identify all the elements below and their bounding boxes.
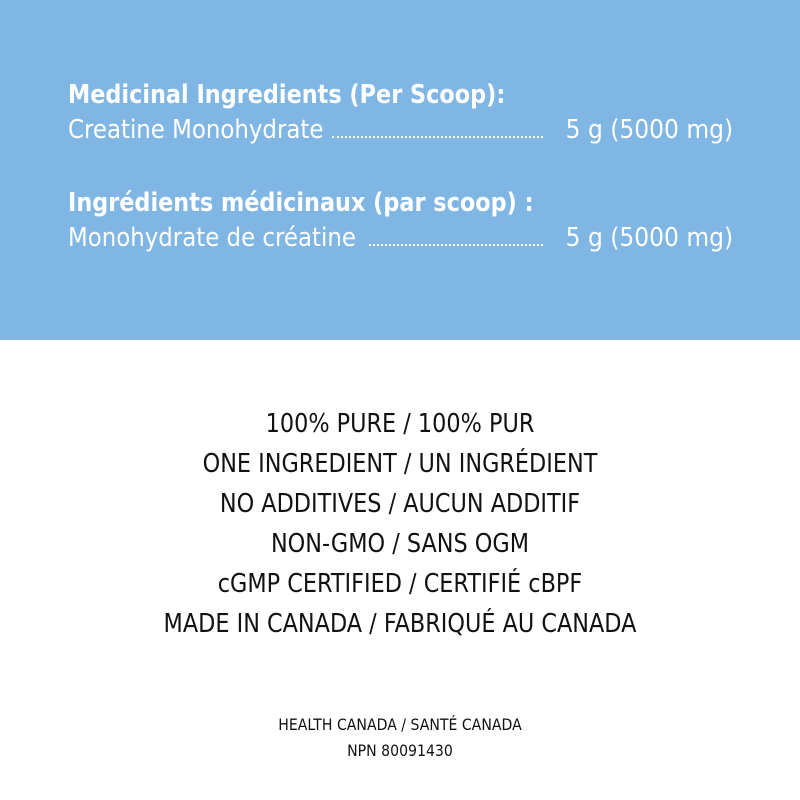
ingredient-name-fr: Monohydrate de créatine: [68, 223, 356, 253]
ingredient-amount-fr: 5 g (5000 mg): [565, 223, 733, 253]
claim-line: NO ADDITIVES / AUCUN ADDITIF: [219, 489, 581, 519]
npn-number: NPN 80091430: [347, 741, 453, 760]
product-claims: [0, 404, 800, 644]
claim-line: 100% PURE / 100% PUR: [265, 409, 535, 439]
ingredient-row-fr: [68, 220, 733, 256]
claim-line: ONE INGREDIENT / UN INGRÉDIENT: [202, 449, 598, 479]
claim-line: cGMP CERTIFIED / CERTIFIÉ cBPF: [217, 569, 583, 599]
ingredient-amount-en: 5 g (5000 mg): [565, 115, 733, 145]
ingredients-panel: [0, 0, 800, 340]
regulatory-footer: [0, 712, 800, 764]
claim-line: NON-GMO / SANS OGM: [270, 529, 530, 559]
ingredients-heading-fr: Ingrédients médicinaux (par scoop) :: [68, 188, 534, 218]
dot-leader: [369, 244, 543, 246]
claim-line: MADE IN CANADA / FABRIQUÉ AU CANADA: [163, 609, 637, 639]
health-authority-label: HEALTH CANADA / SANTÉ CANADA: [278, 715, 522, 734]
dot-leader: [332, 136, 543, 138]
ingredient-name-en: Creatine Monohydrate: [68, 115, 324, 145]
ingredients-french: [68, 186, 733, 256]
ingredient-row-en: [68, 112, 733, 148]
ingredients-heading-en: Medicinal Ingredients (Per Scoop):: [68, 80, 506, 110]
ingredients-english: [68, 78, 733, 148]
